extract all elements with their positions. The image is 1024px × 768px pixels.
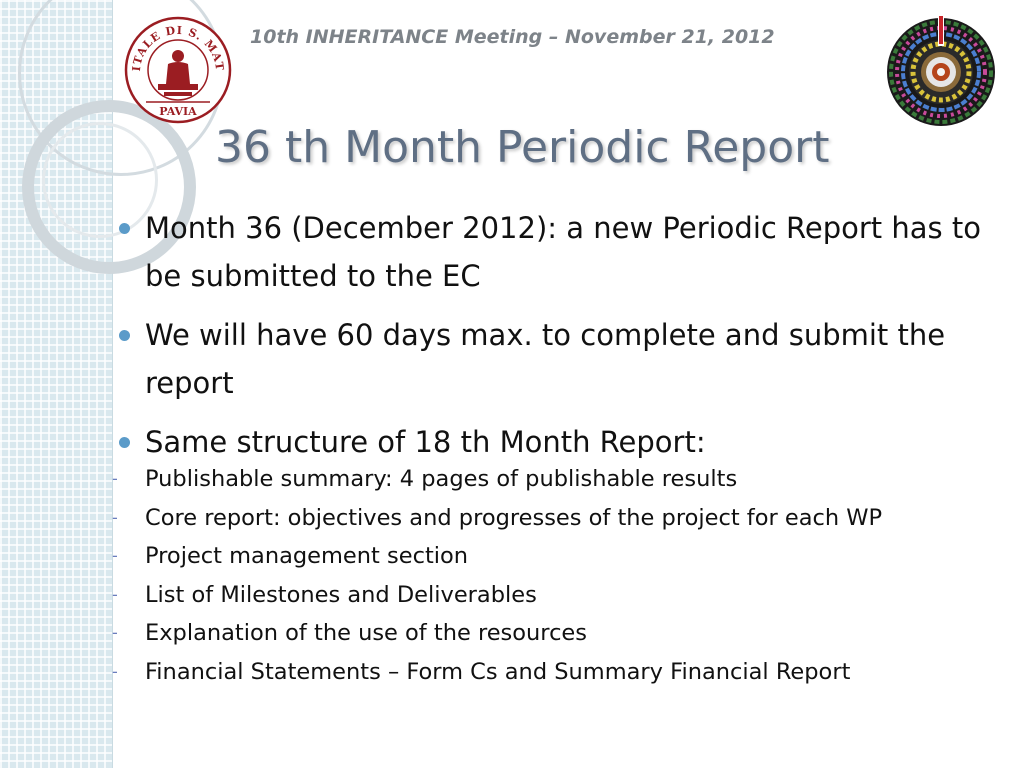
meeting-header: 10th INHERITANCE Meeting – November 21, 2012 bbox=[250, 26, 775, 48]
seal-bottom-text: PAVIA bbox=[159, 105, 197, 118]
sub-item-text: Explanation of the use of the resources bbox=[145, 620, 588, 647]
bullet-text: Same structure of 18 th Month Report: bbox=[145, 425, 706, 459]
sub-list-item bbox=[112, 653, 1012, 692]
sub-item-text: List of Milestones and Deliverables bbox=[145, 581, 537, 608]
bullet-icon bbox=[119, 437, 130, 448]
sub-list-item bbox=[112, 576, 1012, 615]
dash-icon: - bbox=[112, 661, 118, 681]
bullet-icon bbox=[119, 330, 130, 341]
sub-item-text: Core report: objectives and progresses of the project for each WP bbox=[145, 504, 883, 531]
sub-list-item bbox=[112, 537, 1012, 576]
bullet-icon bbox=[119, 223, 130, 234]
sub-item-text: Publishable summary: 4 pages of publishable results bbox=[145, 466, 738, 492]
inheritance-logo bbox=[882, 10, 1000, 128]
dash-icon: - bbox=[112, 507, 118, 527]
sub-list-item bbox=[112, 499, 1012, 538]
bullet-item bbox=[112, 204, 1012, 300]
sub-item-text: Financial Statements – Form Cs and Summary Financial Report bbox=[145, 658, 851, 685]
sub-list bbox=[112, 460, 1012, 692]
seal-ring-text: ITALE DI S. MAT bbox=[129, 23, 227, 72]
dash-icon: - bbox=[112, 469, 118, 488]
slide-content bbox=[112, 204, 1012, 692]
sub-list-item bbox=[112, 460, 1012, 499]
bullet-item bbox=[112, 311, 1012, 407]
slide-title: 36 th Month Periodic Report bbox=[215, 122, 830, 173]
sub-list-item bbox=[112, 614, 1012, 653]
dash-icon: - bbox=[112, 584, 118, 604]
hospital-seal-logo bbox=[124, 16, 232, 124]
bullet-text: Month 36 (December 2012): a new Periodic Report has to be submitted to the EC bbox=[145, 211, 981, 293]
sub-item-text: Project management section bbox=[145, 543, 469, 570]
dash-icon: - bbox=[112, 546, 118, 566]
dash-icon: - bbox=[112, 623, 118, 643]
bullet-text: We will have 60 days max. to complete and submit the report bbox=[145, 318, 946, 400]
bullet-item bbox=[112, 418, 1012, 466]
